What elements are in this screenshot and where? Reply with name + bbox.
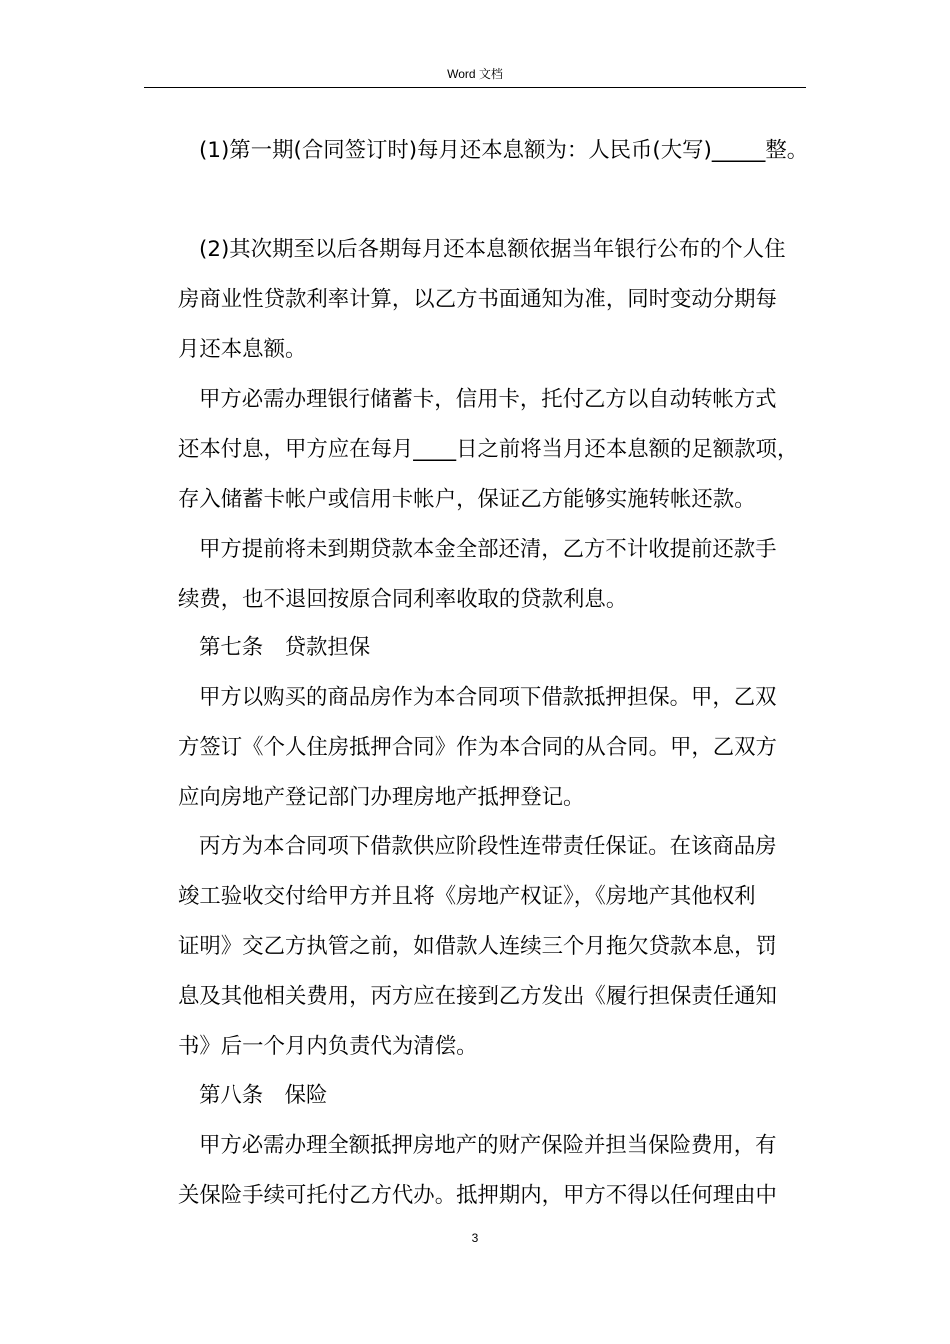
text-line: 应向房地产登记部门办理房地产抵押登记。	[178, 785, 585, 810]
page-header: Word 文档	[447, 67, 503, 81]
section-heading: 第八条 保险	[199, 1083, 328, 1108]
text-line: 书》后一个月内负责代为清偿。	[178, 1034, 478, 1059]
text-line: 甲方提前将未到期贷款本金全部还清，乙方不计收提前还款手	[199, 537, 777, 562]
text-line: (2)其次期至以后各期每月还本息额依据当年银行公布的个人住	[199, 237, 786, 262]
text-line: 甲方必需办理银行储蓄卡，信用卡，托付乙方以自动转帐方式	[199, 387, 777, 412]
text-line: 月还本息额。	[178, 337, 307, 362]
text-line: 方签订《个人住房抵押合同》作为本合同的从合同。甲，乙双方	[178, 735, 777, 760]
text-line: 竣工验收交付给甲方并且将《房地产权证》，《房地产其他权利	[178, 884, 756, 909]
text-line: 证明》交乙方执管之前，如借款人连续三个月拖欠贷款本息，罚	[178, 934, 777, 959]
text-line: 续费，也不退回按原合同利率收取的贷款利息。	[178, 587, 628, 612]
text-line: (1)第一期(合同签订时)每月还本息额为：人民币(大写)_____整。	[199, 138, 809, 163]
text-line: 甲方必需办理全额抵押房地产的财产保险并担当保险费用，有	[199, 1133, 777, 1158]
text-line: 丙方为本合同项下借款供应阶段性连带责任保证。在该商品房	[199, 834, 777, 859]
page-number: 3	[471, 1231, 479, 1245]
text-line: 存入储蓄卡帐户或信用卡帐户，保证乙方能够实施转帐还款。	[178, 487, 756, 512]
section-heading: 第七条 贷款担保	[199, 635, 371, 660]
text-line: 关保险手续可托付乙方代办。抵押期内，甲方不得以任何理由中	[178, 1183, 777, 1208]
header-divider	[144, 87, 806, 88]
text-line: 甲方以购买的商品房作为本合同项下借款抵押担保。甲，乙双	[199, 685, 777, 710]
text-line: 还本付息，甲方应在每月____日之前将当月还本息额的足额款项，	[178, 437, 799, 462]
text-line: 息及其他相关费用，丙方应在接到乙方发出《履行担保责任通知	[178, 984, 777, 1009]
text-line: 房商业性贷款利率计算，以乙方书面通知为准，同时变动分期每	[178, 287, 777, 312]
